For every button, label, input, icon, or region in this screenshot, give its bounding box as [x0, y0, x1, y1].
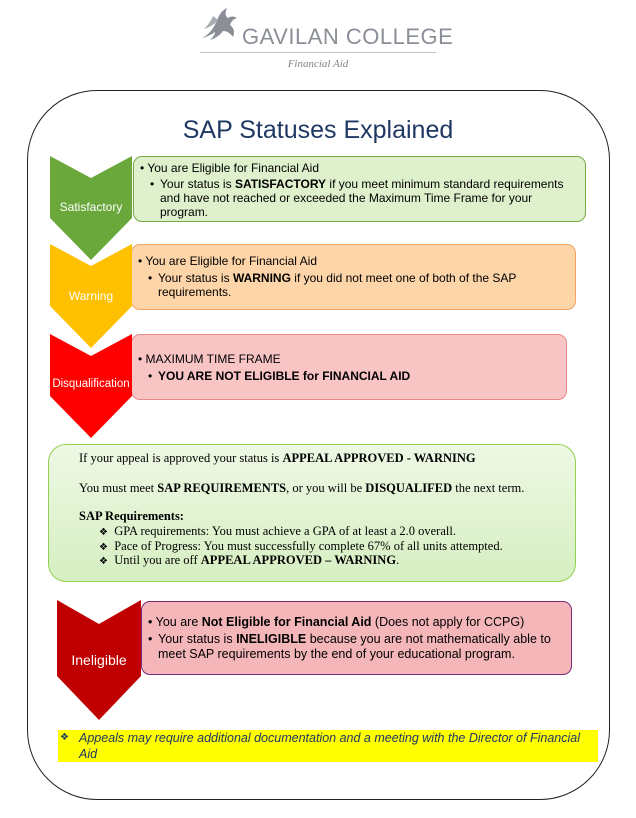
ineligible-chevron — [57, 600, 141, 720]
header-divider — [200, 52, 436, 53]
footer-note-text: Appeals may require additional documentation and a meeting with the Director of Financial Aid — [79, 731, 580, 761]
disqualification-chevron — [50, 334, 132, 438]
warning-label: Warning — [68, 289, 114, 303]
ineligible-line1: • You are Not Eligible for Financial Aid (Does not apply for CCPG) — [148, 615, 525, 629]
college-name: GAVILAN COLLEGE — [242, 24, 454, 49]
appeal-p1: If your appeal is approved your status is APPEAL APPROVED - WARNING — [79, 451, 476, 465]
satisfactory-line2: • Your status is SATISFACTORY if you meet minimum standard requirements and have not reached or exceeded the Maximum Time Frame for your program. — [150, 177, 564, 219]
diamond-bullet-icon: ❖ — [60, 732, 69, 743]
disqualification-line1: • MAXIMUM TIME FRAME — [138, 352, 281, 366]
warning-chevron — [50, 244, 132, 348]
department-name: Financial Aid — [287, 58, 349, 70]
hawk-logo-icon — [196, 4, 242, 50]
requirement-pace: ❖ Pace of Progress: You must successfully complete 67% of all units attempted. — [99, 539, 503, 553]
ineligible-label: Ineligible — [71, 652, 127, 668]
appeal-p2: You must meet SAP REQUIREMENTS, or you will be DISQUALIFED the next term. — [79, 481, 525, 495]
college-logo — [196, 4, 454, 50]
satisfactory-label: Satisfactory — [59, 200, 123, 214]
sap-requirements-heading: SAP Requirements: — [79, 509, 184, 523]
requirement-appeal: ❖ Until you are off APPEAL APPROVED – WARNING. — [99, 553, 400, 567]
disqualification-line2: • YOU ARE NOT ELIGIBLE for FINANCIAL AID — [148, 369, 411, 383]
ineligible-box — [141, 601, 572, 675]
warning-box — [131, 244, 576, 310]
disqualification-box — [131, 334, 567, 400]
requirement-gpa: ❖ GPA requirements: You must achieve a GPA of at least a 2.0 overall. — [99, 524, 456, 538]
ineligible-line2: • Your status is INELIGIBLE because you are not mathematically able to meet SAP requirements by the end of your educational program. — [148, 632, 551, 661]
warning-line1: • You are Eligible for Financial Aid — [138, 254, 317, 268]
warning-line2: • Your status is WARNING if you did not meet one of both of the SAP requirements. — [148, 271, 517, 299]
disqualification-label: Disqualification — [52, 378, 130, 390]
page-title: SAP Statuses Explained — [182, 116, 454, 144]
satisfactory-box — [133, 156, 586, 222]
header — [0, 0, 636, 80]
appeal-box — [48, 444, 576, 582]
footer-note — [58, 730, 598, 762]
satisfactory-line1: • You are Eligible for Financial Aid — [140, 161, 319, 175]
